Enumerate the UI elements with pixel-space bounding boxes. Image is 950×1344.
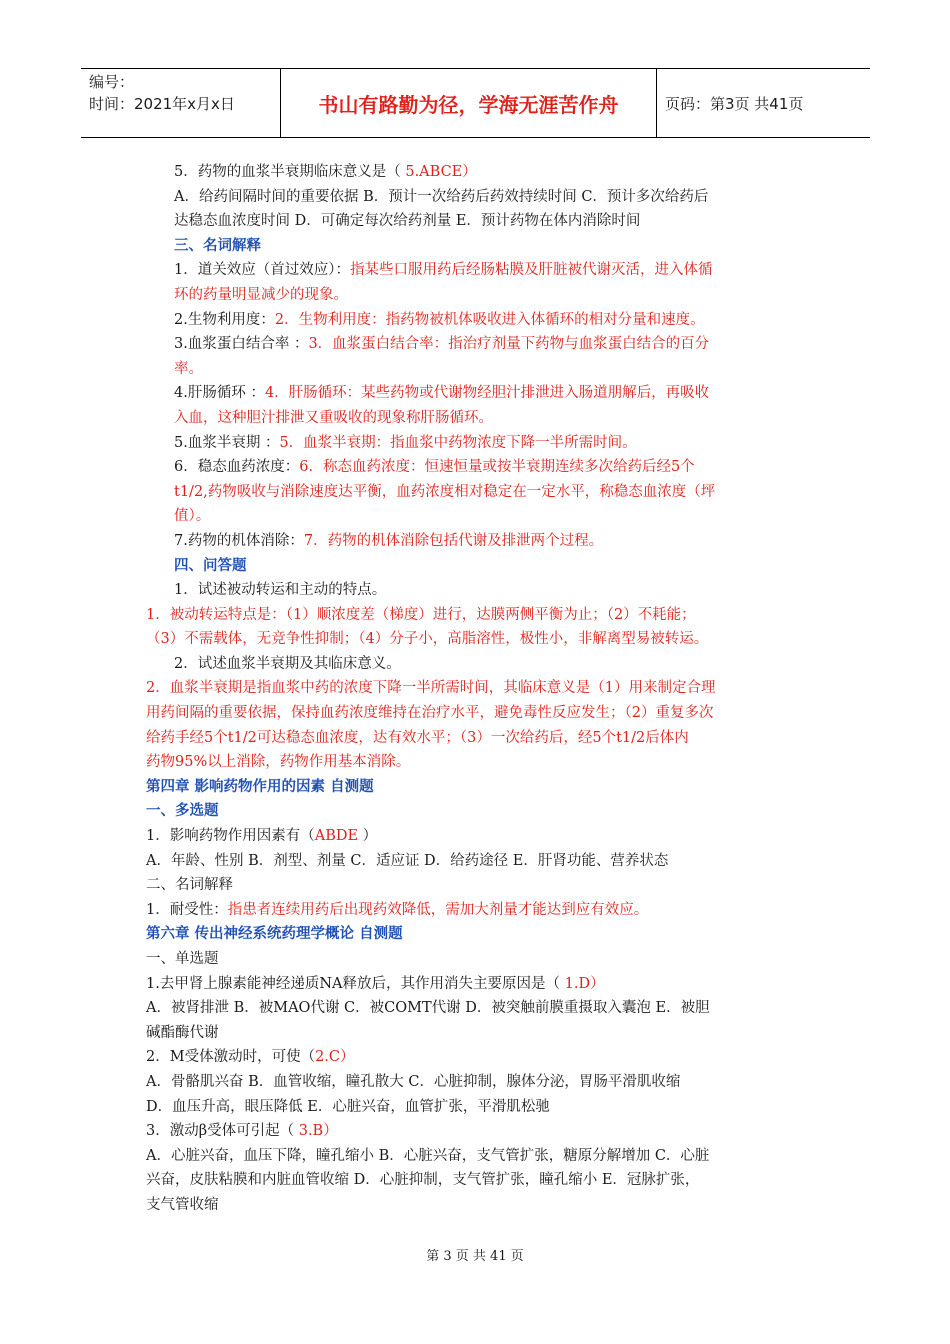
answer-text: 用药间隔的重要依据，保持血药浓度维持在治疗水平，避免毒性反应发生；（2）重复多次: [146, 705, 714, 722]
text-line: [146, 1168, 816, 1193]
line-text: 5.血浆半衰期 ：: [174, 434, 280, 451]
text-line: [146, 849, 816, 874]
line-text: 2.生物利用度：: [174, 311, 275, 328]
answer-text: 5．血浆半衰期：指血浆中药物浓度下降一半所需时间。: [279, 434, 637, 451]
text-line: [146, 209, 816, 234]
text-line: [146, 504, 816, 529]
answer-text: 2.C）: [315, 1049, 355, 1066]
answer-text: 入血，这种胆汁排泄又重吸收的现象称肝肠循环。: [174, 409, 493, 426]
line-text: 第六章 传出神经系统药理学概论 自测题: [146, 926, 403, 943]
answer-text: 率。: [174, 360, 203, 377]
line-text: 6．稳态血药浓度：: [174, 459, 300, 476]
text-line: [146, 947, 816, 972]
text-line: [146, 455, 816, 480]
line-text: 达稳态血浓度时间 D．可确定每次给药剂量 E．预计药物在体内消除时间: [174, 213, 641, 230]
line-text: A．年龄、性别 B．剂型、剂量 C．适应证 D．给药途径 E．肝肾功能、营养状态: [146, 852, 669, 869]
answer-text: （3）不需载体，无竞争性抑制；（4）分子小，高脂溶性，极性小，非解离型易被转运。: [146, 631, 709, 648]
line-text: 1．试述被动转运和主动的特点。: [174, 582, 387, 599]
text-line: [146, 1070, 816, 1095]
text-line: [146, 381, 816, 406]
document-body: [146, 160, 816, 1218]
answer-text: t1/2,药物吸收与消除速度达平衡，血药浓度相对稳定在一定水平，称稳态血浓度（坪: [174, 483, 716, 500]
text-line: [146, 898, 816, 923]
text-line: [146, 873, 816, 898]
page-footer: 第 3 页 共 41 页: [426, 1249, 524, 1264]
header-meta: [81, 69, 281, 137]
text-line: [146, 922, 816, 947]
answer-text: 5.ABCE）: [405, 164, 477, 180]
text-line: [146, 799, 816, 824]
answer-text: 1.D）: [564, 975, 605, 992]
line-text: 1．耐受性：: [146, 901, 228, 918]
answer-text: 给药手经5个t1/2可达稳态血浓度，达有效水平；（3）一次给药后，经5个t1/2后体内: [146, 729, 689, 746]
text-line: [146, 603, 816, 628]
line-text: 碱酯酶代谢: [146, 1024, 219, 1041]
text-line: [146, 554, 816, 579]
line-text: 兴奋，皮肤粘膜和内脏血管收缩 D．心脏抑制，支气管扩张，瞳孔缩小 E．冠脉扩张，: [146, 1172, 700, 1189]
answer-text: 4．肝肠循环：某些药物或代谢物经胆汁排泄进入肠道朋解后，再吸收: [264, 385, 710, 402]
line-text: 四、问答题: [174, 557, 247, 574]
text-line: [146, 431, 816, 456]
answer-text: ABDE: [314, 828, 359, 845]
text-line: [146, 357, 816, 382]
header-table: [81, 68, 870, 138]
text-line: [146, 972, 816, 997]
line-text: 三、名词解释: [174, 237, 261, 254]
text-line: [146, 234, 816, 259]
line-text-tail: ）: [358, 828, 378, 845]
motto: 书山有路勤为径，学海无涯苦作舟: [281, 69, 657, 137]
line-text: 7.药物的机体消除：: [174, 532, 304, 549]
line-text: 1．影响药物作用因素有（: [146, 828, 315, 845]
text-line: [146, 480, 816, 505]
line-text: 1.去甲肾上腺素能神经递质NA释放后，其作用消失主要原因是（: [146, 975, 565, 992]
answer-text: 7．药物的机体消除包括代谢及排泄两个过程。: [303, 532, 604, 549]
text-line: [146, 283, 816, 308]
answer-text: 指患者连续用药后出现药效降低，需加大剂量才能达到应有效应。: [227, 901, 649, 918]
text-line: [146, 726, 816, 751]
line-text: 3.血浆蛋白结合率 ：: [174, 336, 309, 353]
line-text: 1．道关效应（首过效应）：: [174, 262, 350, 279]
text-line: [146, 1045, 816, 1070]
text-line: [146, 185, 816, 210]
answer-text: 2．生物利用度：指药物被机体吸收进入体循环的相对分量和速度。: [274, 311, 705, 328]
text-line: [146, 750, 816, 775]
line-text: 支气管收缩: [146, 1196, 219, 1213]
answer-text: 环的药量明显减少的现象。: [174, 286, 348, 303]
line-text: 2．试述血浆半衰期及其临床意义。: [174, 655, 401, 672]
text-line: [146, 676, 816, 701]
answer-text: 3．血浆蛋白结合率：指治疗剂量下药物与血浆蛋白结合的百分: [308, 336, 710, 353]
line-text: D．血压升高，眼压降低 E．心脏兴奋，血管扩张，平滑肌松驰: [146, 1098, 550, 1115]
text-line: [146, 996, 816, 1021]
line-text: 3．激动β受体可引起（: [146, 1123, 299, 1140]
answer-text: 指某些口服用药后经肠粘膜及肝脏被代谢灭活，进入体循: [349, 262, 713, 279]
line-text: A．被肾排泄 B．被MAO代谢 C．被COMT代谢 D．被突触前膜重摄取入囊泡 E．被胆: [146, 1000, 710, 1017]
text-line: [146, 529, 816, 554]
text-line: [146, 332, 816, 357]
line-text: 一、多选题: [146, 803, 219, 820]
line-text: 第四章 影响药物作用的因素 自测题: [146, 778, 374, 795]
text-line: [146, 1119, 816, 1144]
answer-text: 值）。: [174, 508, 211, 525]
text-line: [146, 578, 816, 603]
answer-text: 药物95%以上消除，药物作用基本消除。: [146, 754, 411, 771]
text-line: [146, 1144, 816, 1169]
answer-text: 6．称态血药浓度：恒速恒量或按半衰期连续多次给药后经5个: [299, 459, 695, 476]
text-line: [146, 652, 816, 677]
text-line: [146, 1193, 816, 1218]
line-text: A．心脏兴奋，血压下降，瞳孔缩小 B．心脏兴奋，支气管扩张，糖原分解增加 C．心脏: [146, 1147, 710, 1164]
answer-text: 3.B）: [298, 1123, 338, 1140]
line-text: A．给药间隔时间的重要依据 B．预计一次给药后药效持续时间 C．预计多次给药后: [174, 188, 709, 205]
text-line: [146, 258, 816, 283]
text-line: [146, 701, 816, 726]
serial-number: 编号：: [89, 73, 135, 91]
line-text: 一、单选题: [146, 951, 219, 967]
line-text: 2．M受体激动时，可使（: [146, 1049, 316, 1066]
text-line: [146, 627, 816, 652]
text-line: [146, 1021, 816, 1046]
answer-text: 1．被动转运特点是：（1）顺浓度差（梯度）进行，达膜两侧平衡为止；（2）不耗能；: [146, 606, 696, 623]
text-line: [146, 824, 816, 849]
text-line: [146, 406, 816, 431]
date-line: 时间：2021年x月x日: [89, 95, 235, 113]
answer-text: 2．血浆半衰期是指血浆中药的浓度下降一半所需时间，其临床意义是（1）用来制定合理: [146, 680, 716, 697]
line-text: A．骨骼肌兴奋 B．血管收缩，瞳孔散大 C．心脏抑制，腺体分泌，胃肠平滑肌收缩: [146, 1073, 681, 1090]
line-text: 4.肝肠循环 ：: [174, 385, 265, 402]
text-line: [146, 775, 816, 800]
text-line: [146, 160, 816, 185]
line-text: 5．药物的血浆半衰期临床意义是（: [174, 164, 406, 180]
text-line: [146, 1095, 816, 1120]
text-line: [146, 308, 816, 333]
line-text: 二、名词解释: [146, 877, 233, 894]
page-indicator: 页码：第3页 共41页: [665, 94, 804, 113]
